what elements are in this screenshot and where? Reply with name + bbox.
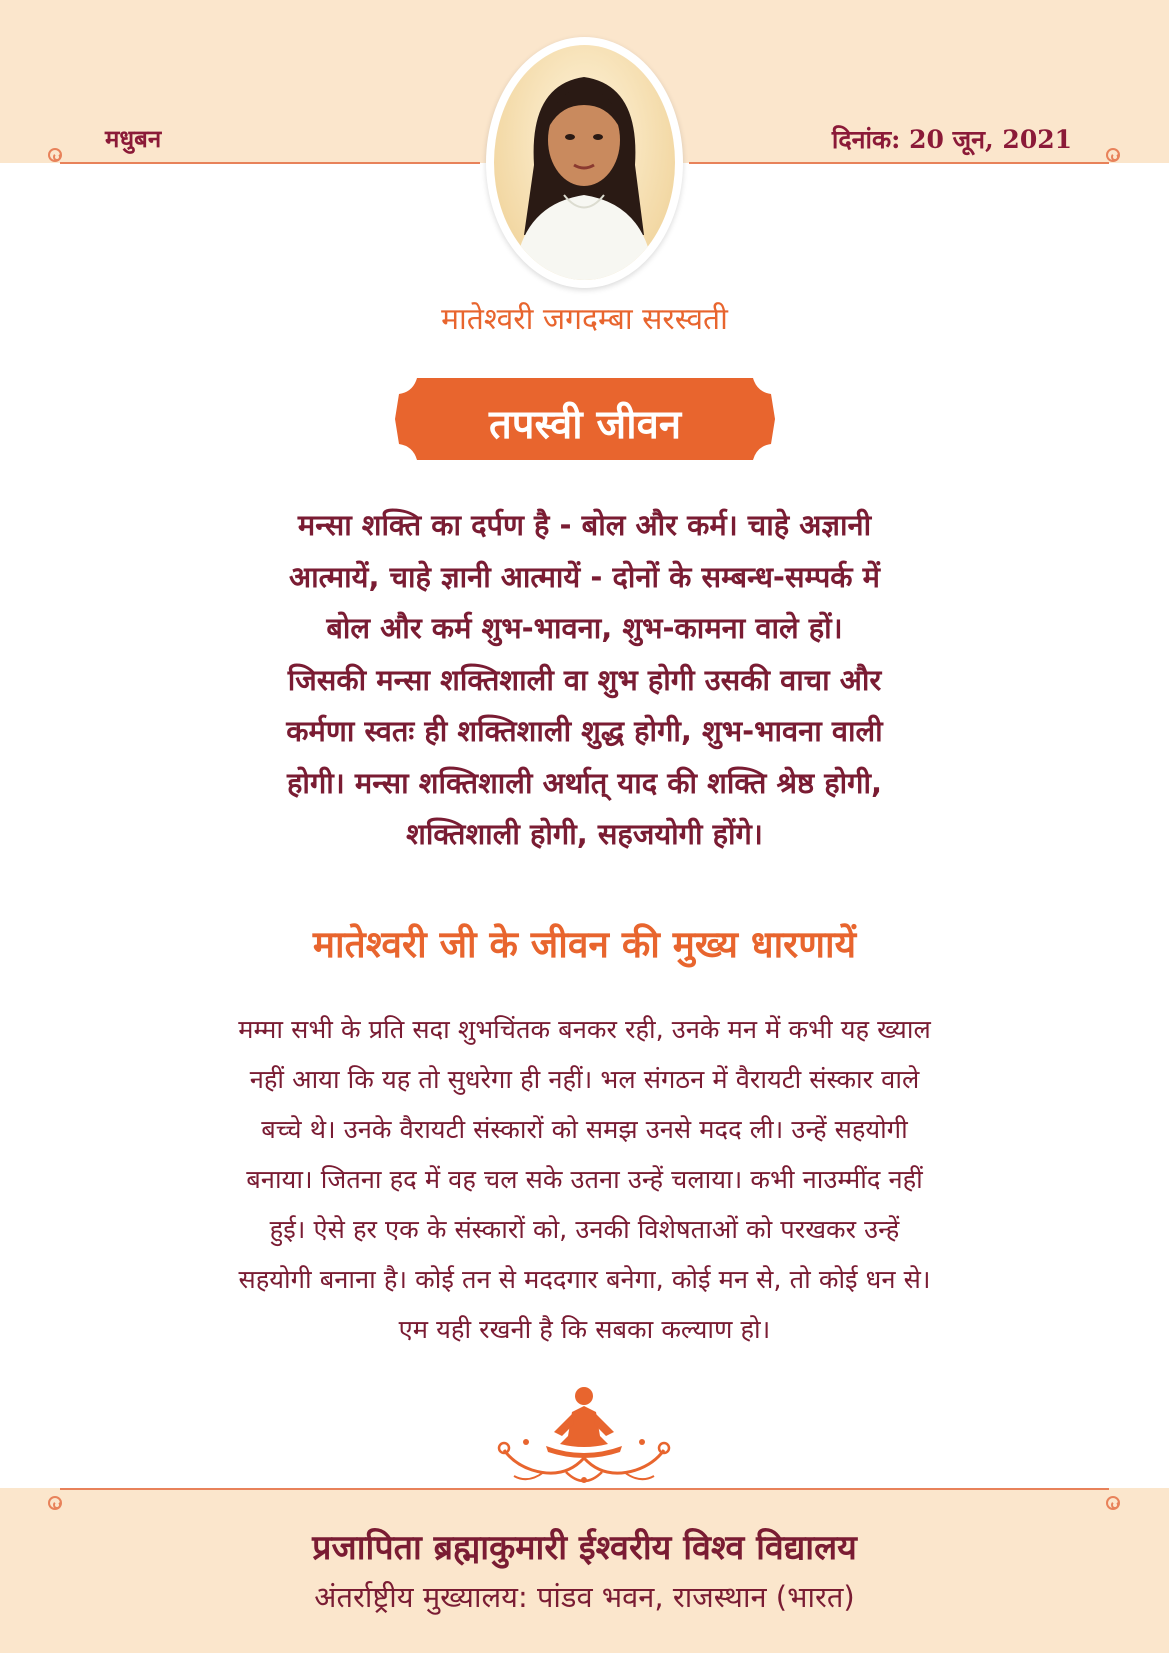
paragraph-line: बच्चे थे। उनके वैरायटी संस्कारों को समझ उनसे मदद ली। उन्हें सहयोगी	[261, 1115, 908, 1145]
date-label: दिनांक: 20 जून, 2021	[831, 125, 1072, 154]
footer-band	[0, 1488, 1169, 1653]
section-paragraph	[140, 1005, 1029, 1355]
meditation-ornament-icon	[484, 1380, 685, 1490]
paragraph-line: जिसकी मन्सा शक्तिशाली वा शुभ होगी उसकी वाचा और	[287, 662, 882, 697]
scroll-ornament-icon	[1106, 1496, 1120, 1510]
header-rule-left	[60, 162, 480, 164]
scroll-ornament-icon	[48, 1496, 62, 1510]
scroll-ornament-icon	[48, 148, 62, 162]
banner-title: तपस्वी जीवन	[488, 402, 682, 448]
paragraph-line: एम यही रखनी है कि सबका कल्याण हो।	[398, 1315, 771, 1345]
portrait-caption: मातेश्वरी जगदम्बा सरस्वती	[441, 302, 728, 337]
organization-name: प्रजापिता ब्रह्माकुमारी ईश्वरीय विश्व विद्यालय	[312, 1528, 857, 1568]
section-heading: मातेश्वरी जी के जीवन की मुख्य धारणायें	[312, 923, 857, 966]
title-banner	[395, 378, 775, 460]
paragraph-line: बनाया। जितना हद में वह चल सके उतना उन्हें चलाया। कभी नाउम्मींद नहीं	[246, 1165, 923, 1195]
paragraph-line: नहीं आया कि यह तो सुधरेगा ही नहीं। भल संगठन में वैरायटी संस्कार वाले	[249, 1065, 920, 1095]
paragraph-line: हुई। ऐसे हर एक के संस्कारों को, उनकी विशेषताओं को परखकर उन्हें	[269, 1215, 900, 1245]
portrait-photo	[494, 45, 675, 280]
paragraph-line: शक्तिशाली होगी, सहजयोगी होंगे।	[406, 817, 763, 851]
main-paragraph	[170, 500, 999, 861]
headquarters-address: अंतर्राष्ट्रीय मुख्यालय: पांडव भवन, राजस्थान (भारत)	[314, 1580, 855, 1614]
paragraph-line: होगी। मन्सा शक्तिशाली अर्थात् याद की शक्ति श्रेष्ठ होगी,	[287, 765, 882, 800]
paragraph-line: आत्मायें, चाहे ज्ञानी आत्मायें - दोनों के सम्बन्ध-सम्पर्क में	[289, 559, 880, 594]
portrait-frame	[486, 37, 683, 288]
paragraph-line: कर्मणा स्वतः ही शक्तिशाली शुद्ध होगी, शुभ-भावना वाली	[286, 714, 883, 748]
portrait-illustration	[494, 45, 675, 280]
paragraph-line: बोल और कर्म शुभ-भावना, शुभ-कामना वाले हों।	[326, 611, 843, 645]
paragraph-line: सहयोगी बनाना है। कोई तन से मददगार बनेगा, कोई मन से, तो कोई धन से।	[238, 1265, 931, 1295]
footer-rule	[60, 1488, 1109, 1490]
header-rule-right	[689, 162, 1109, 164]
paragraph-line: मम्मा सभी के प्रति सदा शुभचिंतक बनकर रही, उनके मन में कभी यह ख्याल	[238, 1015, 931, 1045]
scroll-ornament-icon	[1106, 148, 1120, 162]
paragraph-line: मन्सा शक्ति का दर्पण है - बोल और कर्म। चाहे अज्ञानी	[297, 508, 872, 542]
place-label: मधुबन	[105, 125, 162, 153]
